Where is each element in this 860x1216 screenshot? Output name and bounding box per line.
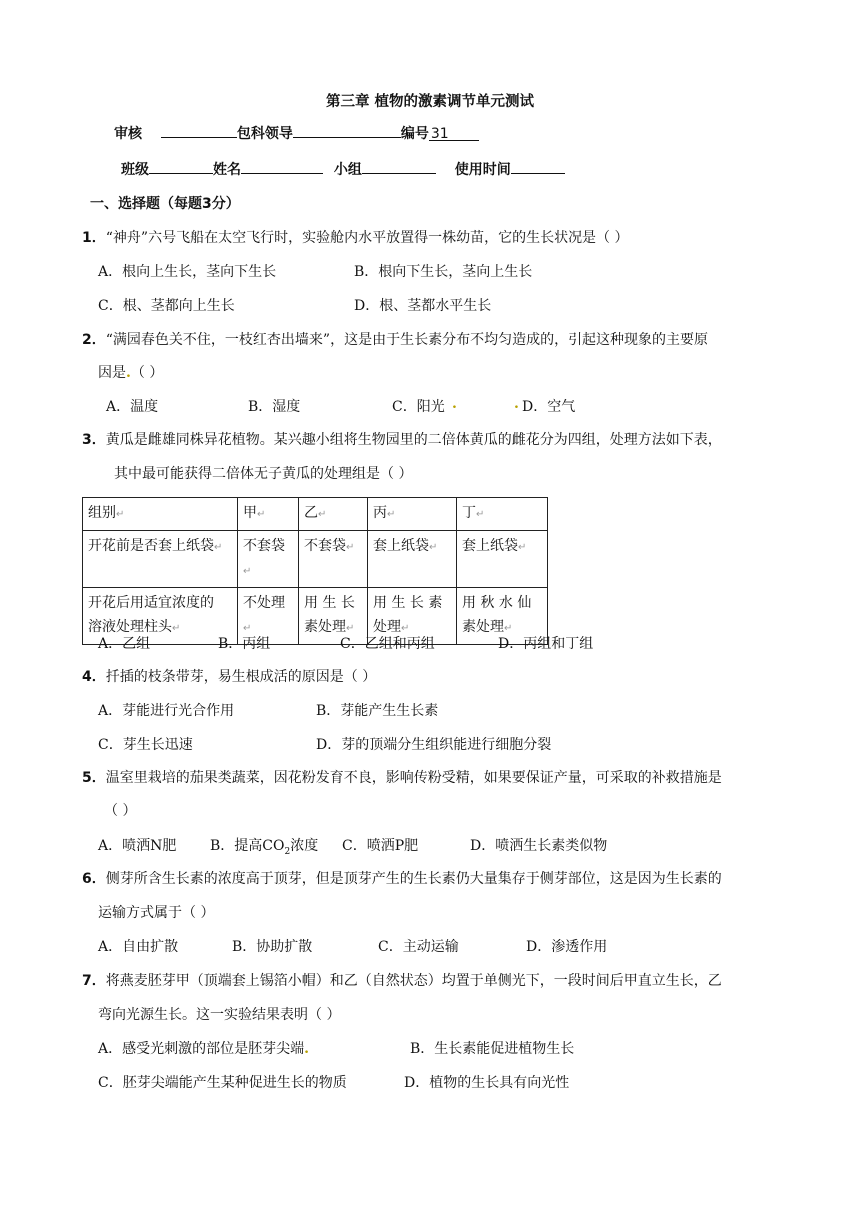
table-cell: 甲↵ [238,498,299,531]
option-c[interactable]: C．乙组和丙组 [340,636,435,652]
question-number: 6． [82,871,106,887]
option-a[interactable]: A．温度 [106,399,159,415]
question-text: 黄瓜是雌雄同株异花植物。某兴趣小组将生物园里的二倍体黄瓜的雌花分为四组，处理方法如下表， [105,432,722,448]
question-number: 7． [82,973,106,989]
question-5 [82,767,722,787]
option-b[interactable]: B．丙组 [218,636,271,652]
option-b[interactable]: B．协助扩散 [232,939,313,955]
option-b[interactable]: B．提高$CO_2$浓度 [210,838,319,857]
treatment-table [82,497,548,645]
table-cell: 套上纸袋↵ [457,531,548,588]
table-cell: 开花后用适宜浓度的 溶液处理柱头↵ [83,588,238,645]
question-2 [82,329,708,349]
table-row [83,498,548,531]
table-cell: 不套袋↵ [238,531,299,588]
option-a[interactable]: A．乙组 [98,636,151,652]
question-1 [82,227,629,247]
question-text-cont: 因是 [98,365,126,381]
table-cell: 乙↵ [299,498,368,531]
mark-dot: . [126,365,131,381]
section-heading: 一、选择题（每题3分） [90,196,240,212]
question-4 [82,666,376,686]
question-text: 温室里栽培的茄果类蔬菜，因花粉发育不良，影响传粉受精，如果要保证产量，可采取的补救措施是 [105,770,722,786]
option-b[interactable]: B．根向下生长，茎向上生长 [354,264,533,280]
table-row [83,588,548,645]
page-title: 第三章 植物的激素调节单元测试 [325,94,535,110]
question-5-cont: （ ） [104,803,137,819]
option-d[interactable]: D．根、茎都水平生长 [354,298,492,314]
option-d[interactable]: D．喷洒生长素类似物 [470,838,608,854]
question-number: 5． [82,770,106,786]
number-label: 编号 [400,126,429,142]
table-cell: 丁↵ [457,498,548,531]
option-c[interactable]: C．主动运输 [378,939,459,955]
question-number: 1． [82,230,106,246]
option-b[interactable]: B．芽能产生生长素 [316,703,439,719]
leader-label: 包科领导 [236,126,293,142]
review-label: 审核 [114,126,142,142]
table-cell: 用 秋 水 仙 素处理↵ [457,588,548,645]
question-number: 4． [82,669,106,685]
group-blank[interactable] [362,159,436,174]
time-blank[interactable] [511,159,565,174]
question-3-cont: 其中最可能获得二倍体无子黄瓜的处理组是（ ） [114,466,413,482]
question-7-cont: 弯向光源生长。这一实验结果表明（ ） [98,1007,341,1023]
review-row [114,123,479,143]
mark-dot: . [514,396,519,412]
option-a[interactable]: A．芽能进行光合作用 [98,703,235,719]
question-text: “满园春色关不住，一枝红杏出墙来”，这是由于生长素分布不均匀造成的，引起这种现象的主要原 [105,332,709,348]
table-cell: 不套袋↵ [299,531,368,588]
mark-dot: . [452,396,457,412]
table-cell: 用 生 长 素处理↵ [299,588,368,645]
time-label: 使用时间 [454,162,511,178]
question-number: 3． [82,432,106,448]
table-cell: 开花前是否套上纸袋↵ [83,531,238,588]
number-value: 31 [430,126,449,142]
table-cell: 用 生 长 素 处理↵ [368,588,457,645]
name-blank[interactable] [241,159,323,174]
option-b[interactable]: B．生长素能促进植物生长 [410,1041,575,1057]
leader-blank[interactable] [293,123,401,138]
option-c[interactable]: C．芽生长迅速 [98,737,193,753]
question-3 [82,429,722,449]
question-number: 2． [82,332,106,348]
question-6-cont: 运输方式属于（ ） [98,905,215,921]
option-a[interactable]: A．感受光刺激的部位是胚芽尖端. [98,1041,309,1057]
table-cell: 组别↵ [83,498,238,531]
question-text: 扦插的枝条带芽，易生根成活的原因是（ ） [105,669,377,685]
table-cell: 不处理↵ [238,588,299,645]
option-d[interactable]: D．空气 [522,399,576,415]
review-blank[interactable] [161,123,237,138]
option-b[interactable]: B．湿度 [248,399,301,415]
number-blank[interactable] [429,126,479,141]
option-a[interactable]: A．喷洒N肥 [98,838,177,854]
question-text: “神舟”六号飞船在太空飞行时，实验舱内水平放置得一株幼苗，它的生长状况是（ ） [105,230,629,246]
table-cell: 套上纸袋↵ [368,531,457,588]
option-c[interactable]: C．根、茎都向上生长 [98,298,235,314]
class-row [121,159,565,179]
class-blank[interactable] [149,159,213,174]
option-a[interactable]: A．根向上生长，茎向下生长 [98,264,277,280]
question-6 [82,868,722,888]
question-text: 将燕麦胚芽甲（顶端套上锡箔小帽）和乙（自然状态）均置于单侧光下，一段时间后甲直立生长，乙 [105,973,722,989]
group-label: 小组 [333,162,362,178]
mark-dot: . [304,1041,309,1057]
option-c[interactable]: C．喷洒P肥 [342,838,419,854]
option-a[interactable]: A．自由扩散 [98,939,179,955]
question-text: 侧芽所含生长素的浓度高于顶芽，但是顶芽产生的生长素仍大量集存于侧芽部位，这是因为生长素的 [105,871,722,887]
option-d[interactable]: D．渗透作用 [526,939,608,955]
option-d[interactable]: D．植物的生长具有向光性 [404,1075,570,1091]
question-7 [82,970,722,990]
option-d[interactable]: D．芽的顶端分生组织能进行细胞分裂 [316,737,552,753]
answer-paren: （ ） [130,365,164,381]
class-label: 班级 [121,162,149,178]
option-c[interactable]: C．胚芽尖端能产生某种促进生长的物质 [98,1075,347,1091]
table-cell: 丙↵ [368,498,457,531]
name-label: 姓名 [213,162,241,178]
option-d[interactable]: D．丙组和丁组 [498,636,594,652]
option-c[interactable]: C．阳光 [392,399,445,415]
question-2-cont [98,362,163,382]
table-row [83,531,548,588]
